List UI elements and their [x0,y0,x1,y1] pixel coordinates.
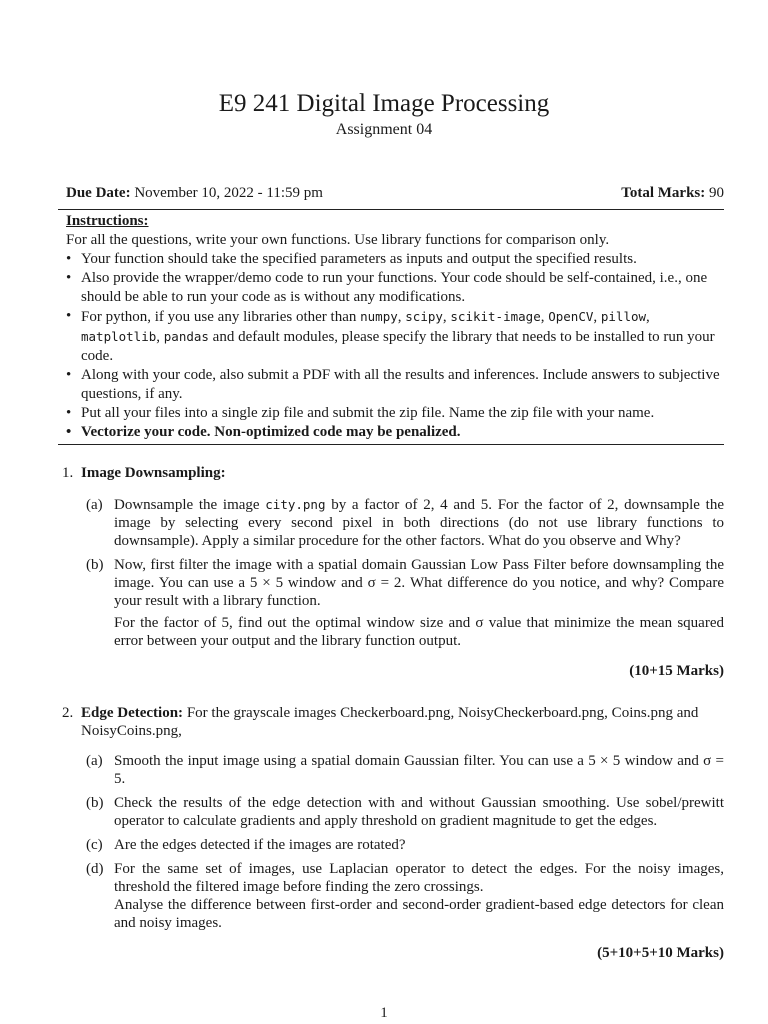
question-2-header [58,704,724,740]
due-date-label: Due Date: [66,185,131,201]
question-1-marks: (10+15 Marks) [629,663,724,679]
instruction-bullet: • Put all your files into a single zip file and submit the zip file. Name the zip file with your name. [66,404,724,423]
top-rule [58,209,724,210]
instruction-bullet: • Your function should take the specified parameters as inputs and output the specified results. [66,250,724,269]
libraries-prefix: For python, if you use any libraries other than [81,309,361,325]
lib-pillow: pillow [600,309,647,324]
lib-numpy: numpy [360,309,398,324]
question-2-intro: For the grayscale images Checkerboard.png, NoisyCheckerboard.png, Coins.png and NoisyCoins.png, [81,705,699,739]
instructions-intro: For all the questions, write your own functions. Use library functions for comparison only. [66,232,610,248]
instruction-bullet: • Along with your code, also submit a PDF with all the results and inferences. Include answers to subjective questions, if any. [66,366,724,404]
question-title: Edge Detection: [81,705,184,721]
question-2a: (a) Smooth the input image using a spatial domain Gaussian filter. You can use a 5 × 5 window and σ = 5. [86,753,724,787]
question-1-header [58,464,724,482]
part-label: (b) [86,557,104,573]
question-2c: (c) Are the edges detected if the images are rotated? [86,837,406,853]
meta-row [66,185,724,202]
lib-scikit-image: scikit-image [450,309,541,324]
instructions-section [66,212,724,442]
instruction-bullet: • Also provide the wrapper/demo code to run your functions. Your code should be self-contained, i.e., one should be able to run your code as is without any modifications. [66,269,724,307]
part-label: (c) [86,837,103,853]
instruction-bullet-libraries: • For python, if you use any libraries other than numpy, scipy, scikit-image, OpenCV, pillow, matplotlib, pandas and default modules, please specify the library that needs to be installed to run your code. [66,307,724,366]
filename-city: city.png [265,497,326,512]
question-1 [58,464,724,680]
question-1b-continued: For the factor of 5, find out the optimal window size and σ value that minimize the mean squared error between your output and the library function output. [114,615,724,649]
page-number: 1 [380,1005,388,1021]
lib-scipy: scipy [405,309,443,324]
lib-matplotlib: matplotlib [81,329,157,344]
document-title: E9 241 Digital Image Processing [218,90,550,117]
question-2 [58,704,724,962]
lib-opencv: OpenCV [548,309,594,324]
part-label: (b) [86,795,104,811]
total-marks [621,185,724,202]
question-number: 2. [62,705,74,721]
question-2d: (d) For the same set of images, use Laplacian operator to detect the edges. For the noisy images, threshold the filtered image before finding the zero crossings. [86,861,724,895]
question-number: 1. [62,465,74,481]
due-date [66,185,323,202]
lib-pandas: pandas [163,329,209,344]
assignment-subtitle: Assignment 04 [335,121,433,138]
part-label: (d) [86,861,104,877]
part-label: (a) [86,497,103,513]
question-2b: (b) Check the results of the edge detection with and without Gaussian smoothing. Use sobel/prewitt operator to calculate gradients and apply threshold on gradient magnitude to get the edges. [86,795,724,829]
question-1b: (b) Now, first filter the image with a spatial domain Gaussian Low Pass Filter before downsampling the image. You can use a 5 × 5 window and σ = 2. What difference do you notice, and why? Compare your result with a library function. [86,557,724,609]
instruction-bullet-vectorize: • Vectorize your code. Non-optimized code may be penalized. [66,423,724,442]
libraries-suffix: and default modules, please specify the library that needs to be installed to run your code. [81,329,715,364]
question-2d-continued: Analyse the difference between first-order and second-order gradient-based edge detectors for clean and noisy images. [114,897,724,931]
question-2-marks: (5+10+5+10 Marks) [597,945,724,961]
question-1a: (a) Downsample the image city.png by a factor of 2, 4 and 5. For the factor of 2, downsample the image by selecting every second pixel in both directions (do not use library functions to downsample). Apply a similar procedure for the other factors. What do you observe and Why? [86,497,725,549]
bottom-rule [58,444,724,445]
total-marks-label: Total Marks: [621,185,706,201]
instructions-heading: Instructions: [66,213,149,229]
total-marks-value: 90 [709,185,724,201]
question-title: Image Downsampling: [81,465,226,481]
due-date-value: November 10, 2022 - 11:59 pm [134,185,323,201]
part-label: (a) [86,753,103,769]
